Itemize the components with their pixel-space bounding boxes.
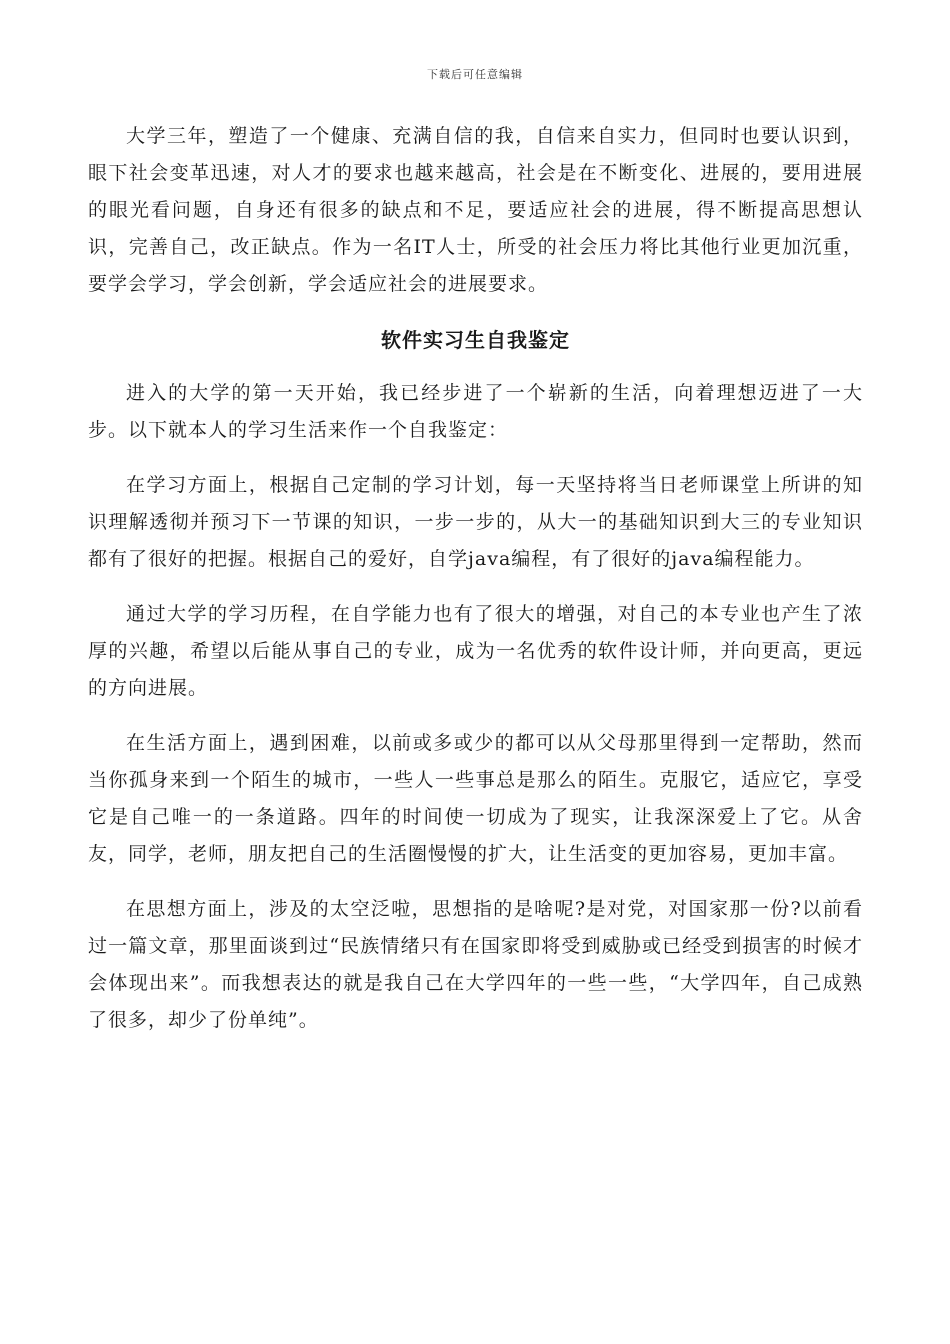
section-title: 软件实习生自我鉴定 — [381, 328, 570, 352]
paragraph-thought: 在思想方面上，涉及的太空泛啦，思想指的是啥呢?是对党，对国家那一份?以前看过一篇文章，那里面谈到过“民族情绪只有在国家即将受到威胁或已经受到损害的时候才会体现出来”。而我想表达的就是我自己在大学四年的一些一些，“大学四年，自己成熟了很多，却少了份单纯”。 — [88, 898, 863, 1031]
paragraph-self-learning: 通过大学的学习历程，在自学能力也有了很大的增强，对自己的本专业也产生了浓厚的兴趣，希望以后能从事自己的专业，成为一名优秀的软件设计师，并向更高，更远的方向进展。 — [88, 603, 863, 699]
paragraph-study: 在学习方面上，根据自己定制的学习计划，每一天坚持将当日老师课堂上所讲的知识理解透彻并预习下一节课的知识，一步一步的，从大一的基础知识到大三的专业知识都有了很好的把握。根据自己的爱好，自学java编程，有了很好的java编程能力。 — [88, 474, 863, 570]
paragraph-life: 在生活方面上，遇到困难，以前或多或少的都可以从父母那里得到一定帮助，然而当你孤身来到一个陌生的城市，一些人一些事总是那么的陌生。克服它，适应它，享受它是自己唯一的一条道路。四年的时间使一切成为了现实，让我深深爱上了它。从舍友，同学，老师，朋友把自己的生活圈慢慢的扩大，让生活变的更加容易，更加丰富。 — [88, 732, 863, 865]
paragraph-intro: 进入的大学的第一天开始，我已经步进了一个崭新的生活，向着理想迈进了一大步。以下就本人的学习生活来作一个自我鉴定： — [88, 382, 863, 441]
document-body — [88, 118, 863, 1039]
page-header-note: 下载后可任意编辑 — [427, 68, 523, 81]
intro-paragraph: 大学三年，塑造了一个健康、充满自信的我，自信来自实力，但同时也要认识到，眼下社会变革迅速，对人才的要求也越来越高，社会是在不断变化、进展的，要用进展的眼光看问题，自身还有很多的缺点和不足，要适应社会的进展，得不断提高思想认识，完善自己，改正缺点。作为一名IT人士，所受的社会压力将比其他行业更加沉重，要学会学习，学会创新，学会适应社会的进展要求。 — [88, 125, 863, 295]
